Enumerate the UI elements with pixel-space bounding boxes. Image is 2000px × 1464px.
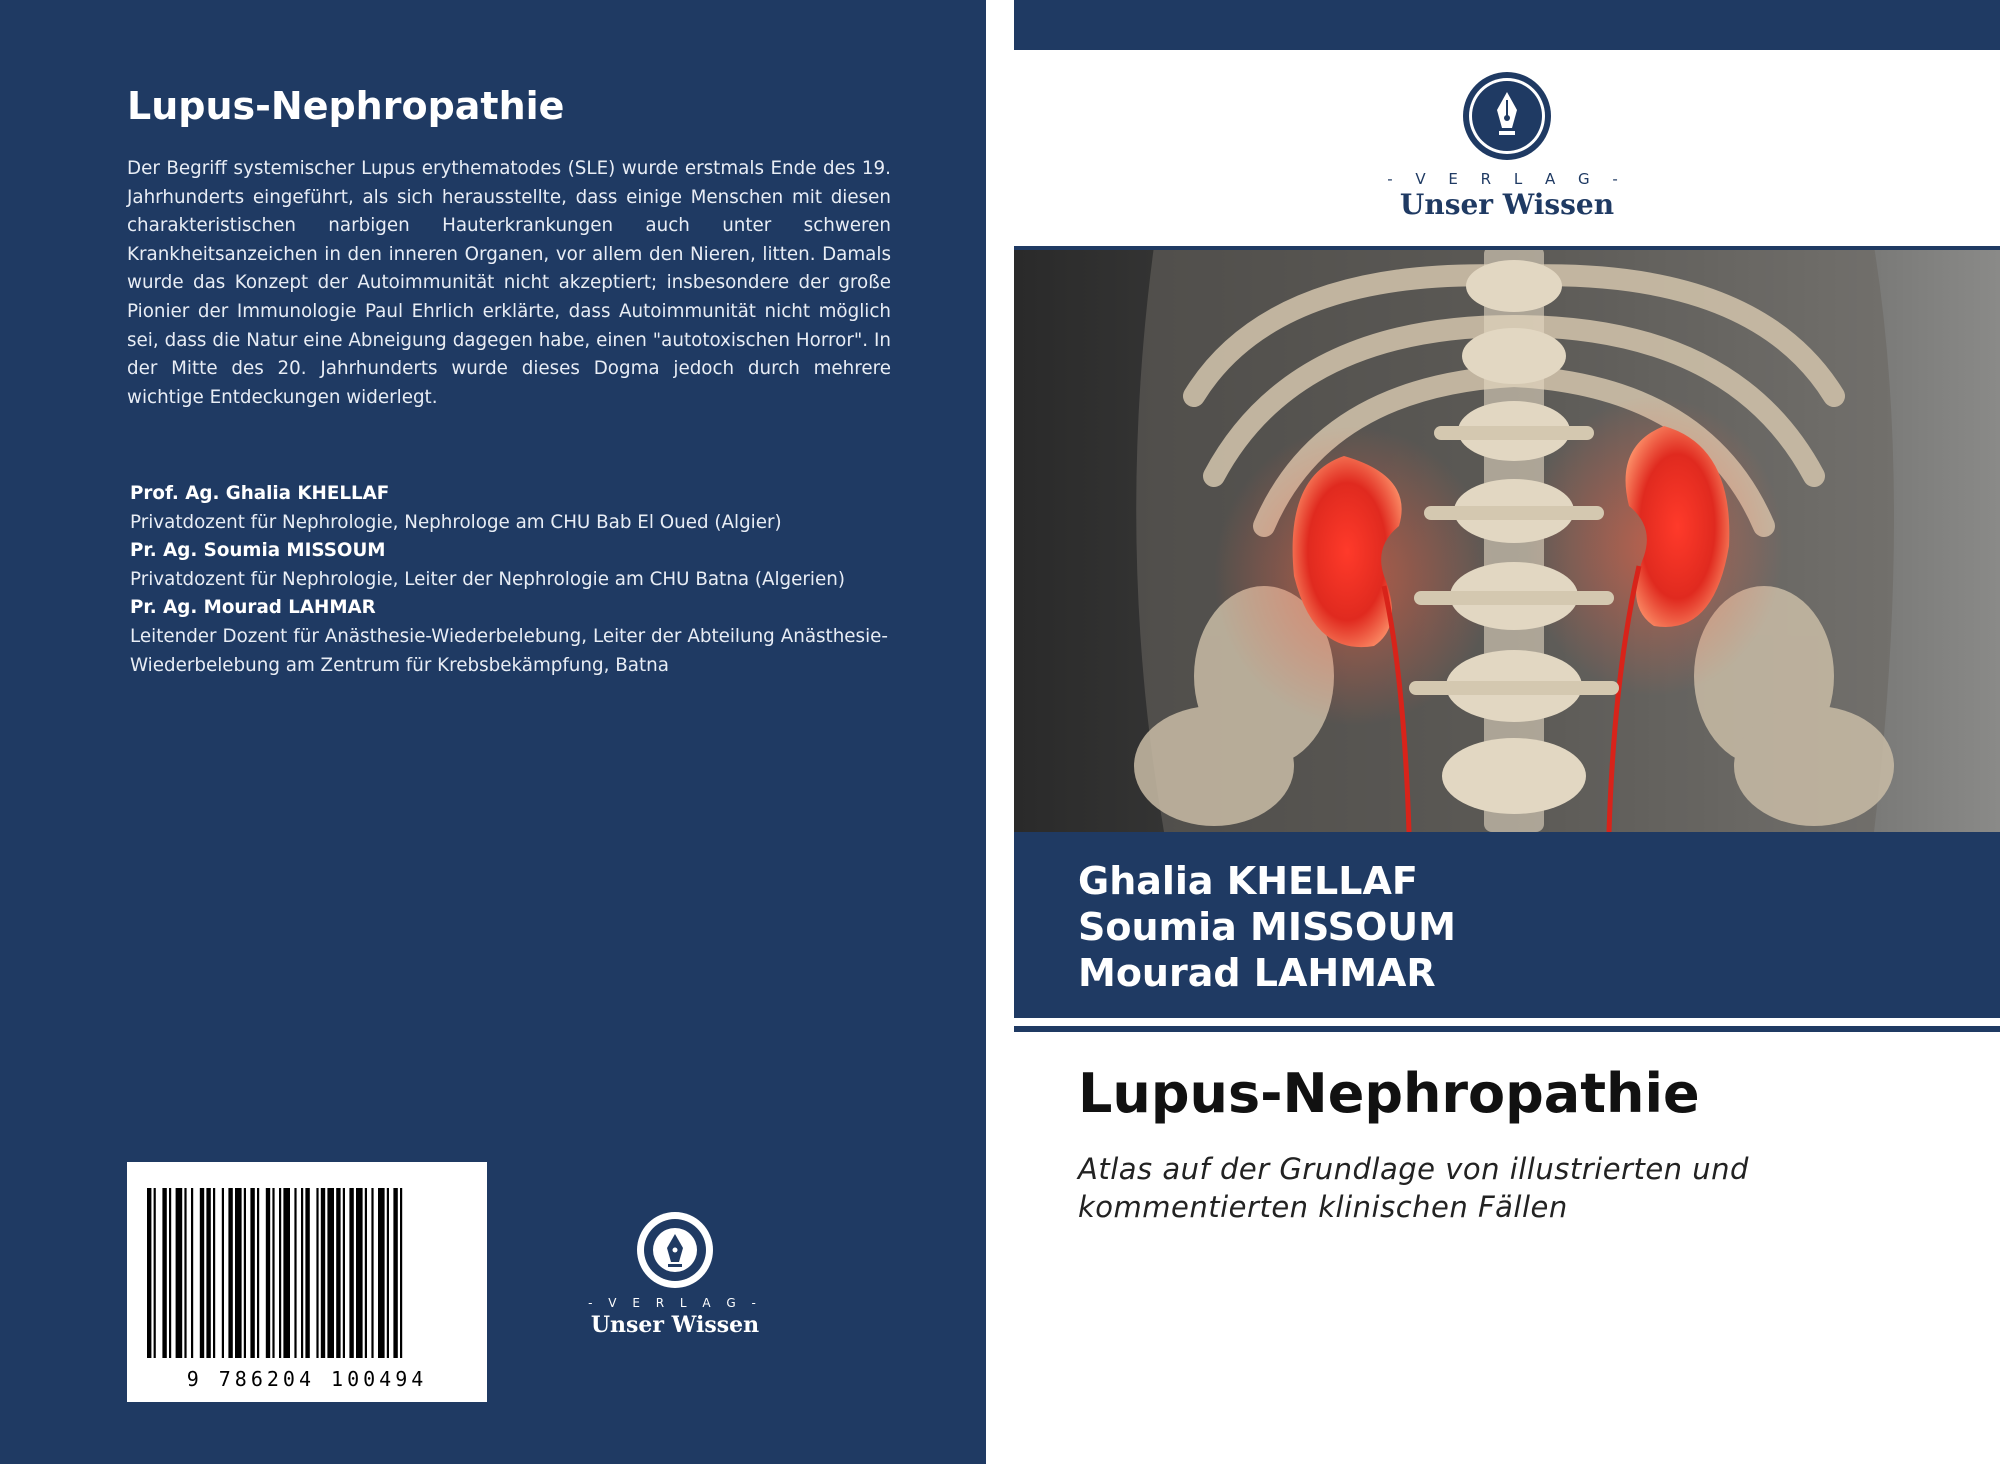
- barcode-bar: [228, 1188, 232, 1358]
- publisher-logo-back: [570, 1210, 780, 1350]
- barcode-bar: [316, 1188, 318, 1358]
- barcode-bar: [365, 1188, 367, 1358]
- barcode-bar: [272, 1188, 274, 1358]
- back-cover: [0, 0, 986, 1464]
- bio-name: Pr. Ag. Soumia MISSOUM: [130, 540, 386, 562]
- top-bar: [1014, 0, 2000, 50]
- publisher-logo-front: [1357, 70, 1657, 230]
- spine: [986, 0, 1014, 1464]
- barcode-bar: [327, 1188, 334, 1358]
- logo-brand-text: Unser Wissen: [590, 1312, 760, 1338]
- barcode-bar: [356, 1188, 363, 1358]
- barcode-bar: [176, 1188, 183, 1358]
- barcode-bar: [305, 1188, 309, 1358]
- barcode-bar: [343, 1188, 345, 1358]
- barcode-bar: [169, 1188, 171, 1358]
- barcode-bar: [222, 1188, 224, 1358]
- fountain-pen-nib-icon: [635, 1210, 715, 1290]
- barcode-bar: [301, 1188, 303, 1358]
- barcode-bar: [213, 1188, 215, 1358]
- barcode-bar: [147, 1188, 151, 1358]
- divider: [1014, 1026, 2000, 1032]
- barcode-bar: [257, 1188, 259, 1358]
- barcode-bar: [206, 1188, 210, 1358]
- bio-description: Leitender Dozent für Anästhesie-Wiederbelebung, Leiter der Abteilung Anästhesie-Wiederbelebung am Zentrum für Krebsbekämpfung, Batna: [130, 625, 888, 676]
- logo-verlag-text: - V E R L A G -: [1387, 170, 1627, 188]
- barcode-bars: [147, 1188, 402, 1358]
- author-bios: [130, 480, 888, 680]
- barcode-bar: [162, 1188, 166, 1358]
- barcode-bar: [387, 1188, 389, 1358]
- authors-band: [1014, 832, 2000, 1018]
- front-cover: [1014, 0, 2000, 1464]
- author-name: Mourad LAHMAR: [1078, 951, 1436, 995]
- barcode-bar: [154, 1188, 156, 1358]
- barcode-bar: [191, 1188, 193, 1358]
- barcode-bar: [283, 1188, 290, 1358]
- barcode-bar: [349, 1188, 353, 1358]
- barcode-bar: [400, 1188, 402, 1358]
- front-cover-subtitle: Atlas auf der Grundlage von illustrierten und kommentierten klinischen Fällen: [1078, 1152, 1749, 1224]
- author-name: Ghalia KHELLAF: [1078, 859, 1418, 903]
- barcode-bar: [378, 1188, 385, 1358]
- bio-name: Pr. Ag. Mourad LAHMAR: [130, 597, 376, 619]
- front-cover-title: Lupus-Nephropathie: [1078, 1062, 1700, 1125]
- kidneys-anatomy-illustration: [1014, 246, 2000, 832]
- barcode-bar: [279, 1188, 281, 1358]
- back-cover-blurb: Der Begriff systemischer Lupus erythematodes (SLE) wurde erstmals Ende des 19. Jahrhunderts eingeführt, als sich herausstellte, dass einige Menschen mit diesen charakteristischen narbigen Hauterkrankungen auch unter schweren Krankheitsanzeichen in den inneren Organen, vor allem den Nieren, litten. Damals wurde das Konzept der Autoimmunität nicht akzeptiert; insbesondere der große Pionier der Immunologie Paul Ehrlich erklärte, dass Autoimmunität nicht möglich sei, dass die Natur eine Abneigung dagegen habe, einen "autotoxischen Horror". In der Mitte des 20. Jahrhunderts wurde dieses Dogma jedoch durch mehrere wichtige Entdeckungen widerlegt.: [127, 158, 891, 408]
- logo-brand-text: Unser Wissen: [1399, 188, 1615, 221]
- bio-description: Privatdozent für Nephrologie, Leiter der Nephrologie am CHU Batna (Algerien): [130, 568, 845, 590]
- bio-name: Prof. Ag. Ghalia KHELLAF: [130, 483, 390, 504]
- barcode-bar: [371, 1188, 373, 1358]
- illustration-top-rule: [1014, 246, 2000, 250]
- back-cover-title: Lupus-Nephropathie: [127, 84, 565, 128]
- barcode-bar: [244, 1188, 246, 1358]
- barcode-bar: [200, 1188, 204, 1358]
- barcode-bar: [321, 1188, 325, 1358]
- barcode-bar: [336, 1188, 340, 1358]
- author-name: Soumia MISSOUM: [1078, 905, 1456, 949]
- isbn-digits: 9 786204 100494: [186, 1367, 428, 1391]
- barcode-bar: [235, 1188, 242, 1358]
- author-list: [1078, 858, 1456, 996]
- barcode-bar: [184, 1188, 186, 1358]
- barcode-bar: [393, 1188, 397, 1358]
- bio-description: Privatdozent für Nephrologie, Nephrologe am CHU Bab El Oued (Algier): [130, 511, 782, 533]
- fountain-pen-nib-icon: [1461, 70, 1553, 162]
- barcode-bar: [250, 1188, 254, 1358]
- logo-verlag-text: - V E R L A G -: [588, 1296, 762, 1310]
- barcode-bar: [294, 1188, 296, 1358]
- barcode-bar: [266, 1188, 270, 1358]
- isbn-barcode: [127, 1162, 487, 1402]
